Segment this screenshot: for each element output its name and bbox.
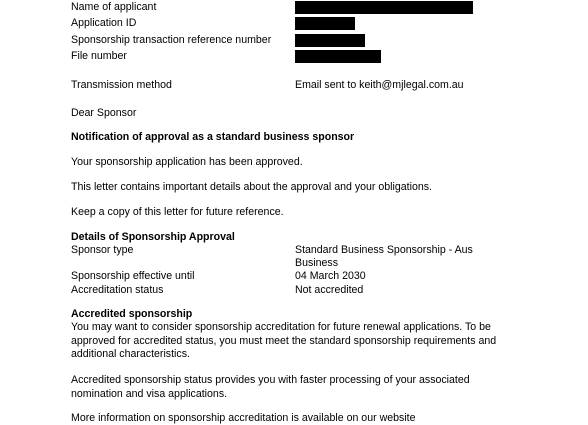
accredited-paragraph-3: More information on sponsorship accreditation is available on our website [71,412,416,424]
accredited-paragraph-2: Accredited sponsorship status provides you with faster processing of your associated nomination and visa applications. [71,374,470,400]
accreditation-status-value: Not accredited [295,284,364,296]
effective-until-value: 04 March 2030 [295,270,366,282]
approval-details-heading: Details of Sponsorship Approval [71,231,235,243]
application-id-label: Application ID [71,17,137,29]
approval-paragraph: Your sponsorship application has been approved. [71,156,303,168]
file-number-label: File number [71,50,127,62]
copy-paragraph: Keep a copy of this letter for future reference. [71,206,284,218]
applicant-name-redacted [295,1,473,14]
accreditation-status-label: Accreditation status [71,284,164,296]
accredited-sponsorship-heading: Accredited sponsorship [71,308,193,320]
transmission-method-value: Email sent to keith@mjlegal.com.au [295,79,464,91]
file-number-redacted [295,50,381,63]
salutation: Dear Sponsor [71,107,137,119]
applicant-name-label: Name of applicant [71,1,157,13]
effective-until-label: Sponsorship effective until [71,270,195,282]
accredited-paragraph-1: You may want to consider sponsorship accreditation for future renewal applications. To be approved for accredited status, you must meet the standard sponsorship requirements and additional characteristics. [71,321,497,360]
details-paragraph: This letter contains important details about the approval and your obligations. [71,181,432,193]
application-id-redacted [295,17,355,30]
sponsor-type-value: Standard Business Sponsorship - Aus Business [295,244,473,269]
str-redacted [295,34,365,47]
letter-heading: Notification of approval as a standard business sponsor [71,131,355,143]
sponsor-type-label: Sponsor type [71,244,134,256]
transmission-method-label: Transmission method [71,79,172,91]
str-label: Sponsorship transaction reference number [71,34,272,46]
